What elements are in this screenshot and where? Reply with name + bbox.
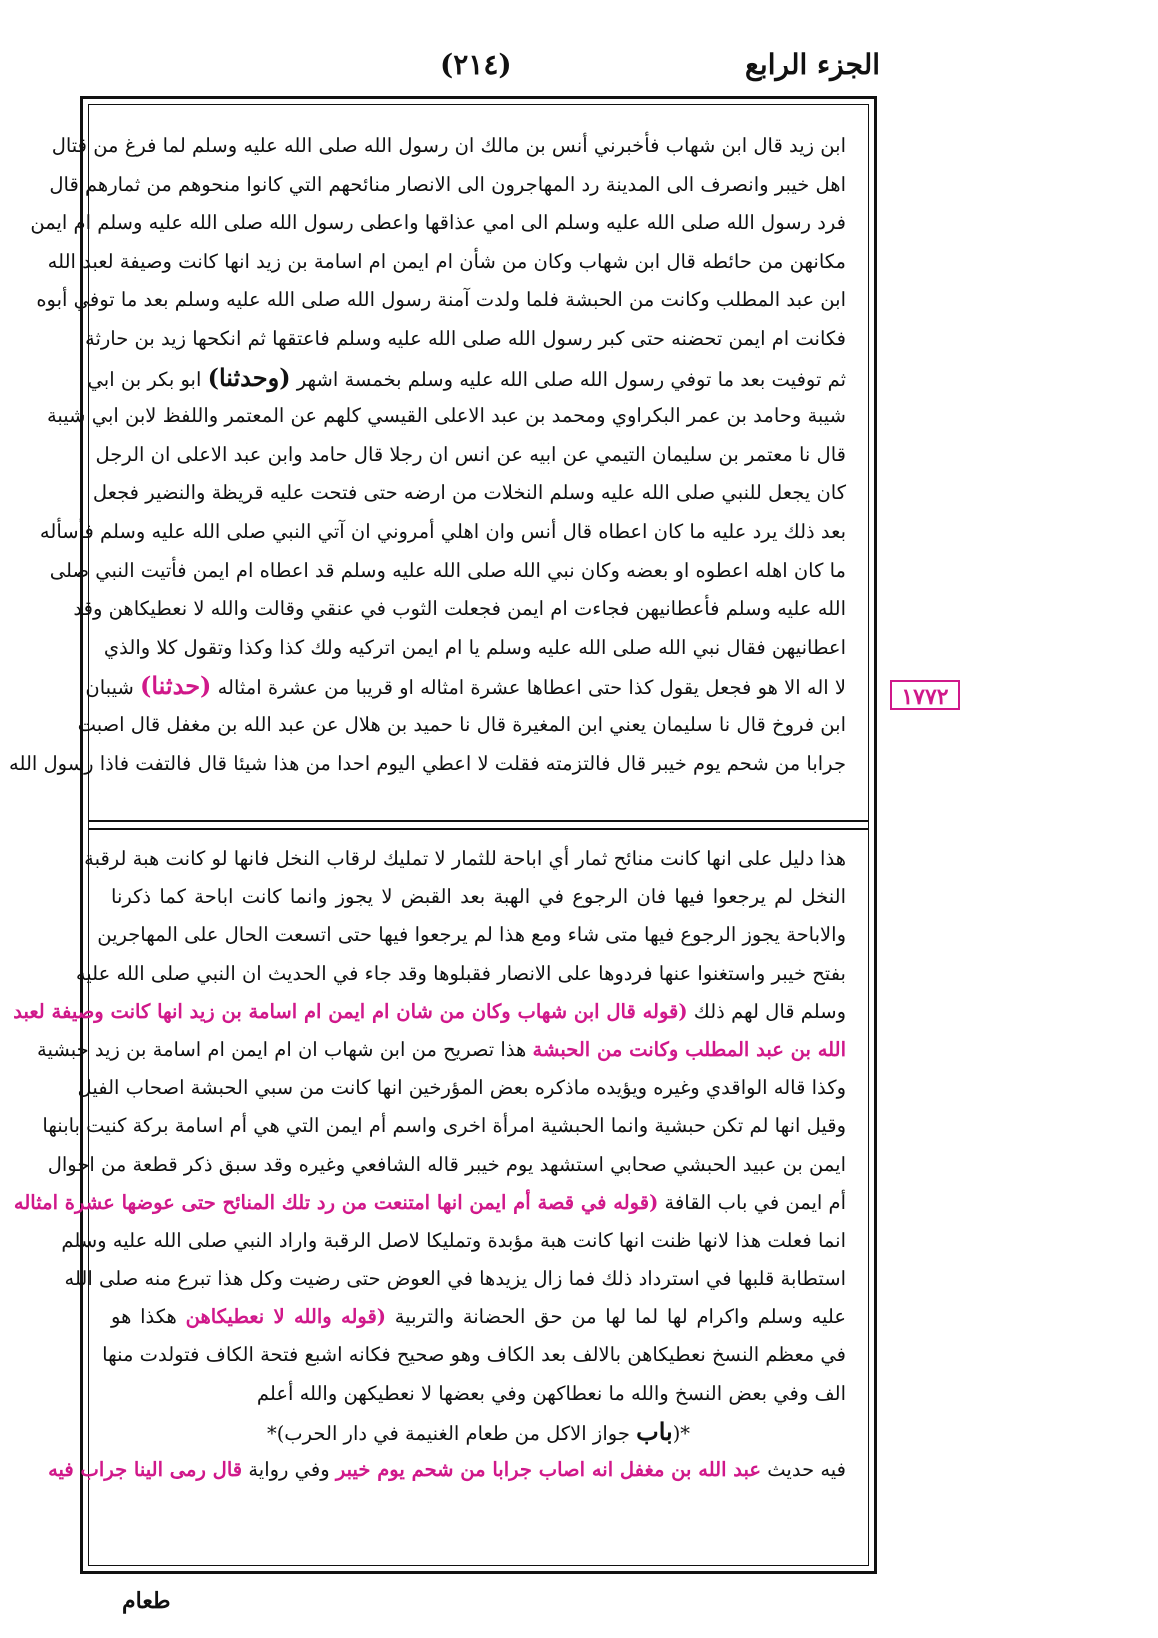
line-text: وقيل انها لم تكن حبشية وانما الحبشية امرأة اخرى واسم أم ايمن التي هي أم اسامة بركة كنيت بابنها [42, 1114, 846, 1138]
line-text: ايمن بن عبيد الحبشي صحابي استشهد يوم خيبر قاله الشافعي وغيره وقد سبق ذكر قطعة من احوال [47, 1152, 846, 1176]
hadith-line [77, 706, 846, 745]
commentary-line [111, 1413, 846, 1451]
line-text: انما فعلت هذا لانها ظنت انها كانت هبة مؤبدة وتمليكا لاصل الرقبة واراد النبي صلى الله عليه وسلم [61, 1228, 846, 1252]
line-text: ما كان اهله اعطوه او بعضه وكان نبي الله صلى الله عليه وسلم قد اعطاه ام ايمن فأتيت النبي صلى [49, 558, 846, 582]
line-text: ابو بكر بن ابي [87, 367, 208, 391]
line-text: هذا تصريح من ابن شهاب ان ام ايمن ام اسامة بن زيد حبشية [37, 1037, 533, 1061]
line-text: ابن زيد قال ابن شهاب فأخبرني أنس بن مالك ان رسول الله صلى الله عليه وسلم لما فرغ من قتال [51, 134, 846, 157]
line-text: فكانت ام ايمن تحضنه حتى كبر رسول الله صلى الله عليه وسلم فاعتقها ثم انكحها زيد بن حارثة [85, 326, 846, 350]
commentary-line [97, 916, 846, 954]
highlighted-text: عبد الله بن مغفل انه اصاب جرابا من شحم يوم خيبر [335, 1458, 762, 1481]
line-text: وسلم قال لهم ذلك [687, 999, 846, 1023]
commentary-line [64, 1260, 846, 1298]
hadith-line [9, 745, 846, 784]
line-text: ابن عبد المطلب وكانت من الحبشة فلما ولدت آمنة رسول الله صلى الله عليه وسلم بعد ما توفي أبوه [36, 288, 846, 312]
hadith-line [36, 281, 846, 320]
line-text: شيبان [85, 676, 140, 700]
highlighted-text: (قوله قال ابن شهاب وكان من شان ام ايمن ام اسامة بن زيد انها كانت وصيفة لعبد [13, 999, 688, 1023]
hadith-number-badge: ١٧٧٢ [890, 680, 960, 710]
line-text: في معظم النسخ نعطيكاهن بالالف بعد الكاف وهو صحيح فكانه اشبع فتحة الكاف فتولدت منها [102, 1343, 846, 1367]
line-text: ثم توفيت بعد ما توفي رسول الله صلى الله عليه وسلم بخمسة اشهر [290, 367, 846, 391]
section-divider [89, 820, 868, 830]
commentary-line [47, 1146, 846, 1184]
commentary-line [77, 1069, 846, 1107]
commentary-line [75, 955, 846, 993]
hadith-line [85, 320, 846, 359]
hadith-text-block [9, 127, 846, 783]
line-text: فرد رسول الله صلى الله عليه وسلم الى امي عذاقها واعطى رسول الله صلى الله عليه وسلم ام ايمن [30, 211, 846, 235]
highlighted-text: قال رمى الينا جراب فيه [48, 1458, 243, 1481]
commentary-text-block [13, 840, 846, 1489]
line-text: الف وفي بعض النسخ والله ما نعطاكهن وفي بعضها لا نعطيكهن والله أعلم [256, 1381, 846, 1405]
line-text: اهل خيبر وانصرف الى المدينة رد المهاجرون الى الانصار منائحهم التي كانوا منحوهم من ثمارهم قال [49, 172, 846, 196]
highlighted-text: (حدثنا) [140, 671, 212, 701]
line-text: والاباحة يجوز الرجوع فيها متى شاء ومع هذا لم يرجعوا فيها حتى اتسعت الحال على المهاجرين [97, 923, 846, 947]
line-text: أم ايمن في باب القافة [658, 1190, 846, 1214]
commentary-line [111, 1298, 846, 1336]
juz-title: الجزء الرابع [745, 48, 880, 81]
commentary-line [61, 1222, 846, 1260]
hadith-line [39, 513, 846, 552]
highlighted-text: (وحدثنا) [207, 362, 291, 392]
catchword: طعام [122, 1588, 171, 1614]
line-text: هكذا هو [111, 1305, 186, 1329]
line-text: مكانهن من حائطه قال ابن شهاب وكان من شأن ام ايمن ام اسامة بن زيد انها كانت وصيفة لعبد الله [47, 249, 846, 273]
commentary-line [84, 840, 846, 878]
line-text: شيبة وحامد بن عمر البكراوي ومحمد بن عبد الاعلى القيسي كلهم عن المعتمر واللفظ لابن ابي شيبة [46, 404, 846, 428]
hadith-line [49, 166, 846, 205]
hadith-line [85, 667, 846, 706]
commentary-line [48, 1451, 846, 1489]
commentary-line [102, 1336, 846, 1374]
page-header [80, 48, 880, 92]
line-text: وفي رواية [242, 1458, 336, 1481]
line-text: بعد ذلك يرد عليه ما كان اعطاه قال أنس وان اهلي أمروني ان آتي النبي صلى الله عليه وسلم فأسأله [39, 519, 846, 543]
hadith-line [95, 436, 846, 475]
page-frame-inner [9, 104, 869, 1566]
line-text: *( [672, 1421, 691, 1445]
line-text: ابن فروخ قال نا سليمان يعني ابن المغيرة قال نا حميد بن هلال عن عبد الله بن مغفل قال اصبت [77, 712, 846, 736]
line-text: جرابا من شحم يوم خيبر قال فالتزمته فقلت لا اعطي اليوم احدا من هذا شيئا قال فالتفت فاذا رسول الله [9, 751, 846, 775]
line-text: النخل لم يرجعوا فيها فان الرجوع في الهبة بعد القبض لا يجوز وانما كانت اباحة كما ذكرنا [111, 885, 846, 909]
commentary-line [111, 878, 846, 916]
page-number: (٢١٤) [440, 48, 512, 81]
commentary-line [42, 1107, 846, 1145]
line-text: قال نا معتمر بن سليمان التيمي عن ابيه عن انس ان رجلا قال حامد وابن عبد الاعلى ان الرجل [95, 442, 846, 466]
commentary-line [37, 1031, 846, 1069]
line-text: استطابة قلبها في استرداد ذلك فما زال يزيدها في العوض حتى رضيت وكل هذا تبرع منه صلى الله [64, 1267, 846, 1291]
line-text: عليه وسلم واكرام لها لما لها من حق الحضانة والتربية [386, 1305, 846, 1329]
line-text: وكذا قاله الواقدي وغيره ويؤيده ماذكره بعض المؤرخين انها كانت من سبي الحبشة اصحاب الفيل [77, 1076, 846, 1100]
hadith-line [30, 204, 846, 243]
highlighted-text: (قوله في قصة أم ايمن انها امتنعت من رد تلك المنائح حتى عوضها عشرة امثاله [13, 1190, 659, 1214]
highlighted-text: الله بن عبد المطلب وكانت من الحبشة [532, 1037, 846, 1061]
hadith-line [87, 359, 846, 398]
hadith-line [46, 397, 846, 436]
line-text: هذا دليل على انها كانت منائح ثمار أي اباحة للثمار لا تمليك لرقاب النخل فانها لو كانت هبة لرقبة [84, 847, 846, 870]
hadith-line [49, 552, 846, 591]
hadith-line [103, 629, 846, 668]
line-text: فيه حديث [761, 1458, 846, 1481]
line-text: الله عليه وسلم فأعطانيهن فجاءت ام ايمن فجعلت الثوب في عنقي وقالت والله لا نعطيكاهن وقد [73, 597, 846, 621]
hadith-line [92, 474, 846, 513]
line-text: بفتح خيبر واستغنوا عنها فردوها على الانصار فقبلوها وقد جاء في الحديث ان النبي صلى الله عليه [75, 961, 846, 985]
commentary-line [13, 1184, 846, 1222]
highlighted-text: (قوله والله لا نعطيكاهن [185, 1305, 387, 1329]
page-frame [9, 96, 877, 1574]
hadith-line [51, 127, 846, 166]
line-text: كان يجعل للنبي صلى الله عليه وسلم النخلات من ارضه حتى فتحت عليه قريظة والنضير فجعل [92, 481, 846, 505]
line-text: اعطانيهن فقال نبي الله صلى الله عليه وسلم يا ام ايمن اتركيه ولك كذا وكذا وتقول كلا والذي [103, 635, 846, 659]
line-text: جواز الاكل من طعام الغنيمة في دار الحرب)* [266, 1421, 637, 1445]
commentary-line [111, 1375, 846, 1413]
hadith-line [73, 590, 846, 629]
hadith-line [47, 243, 846, 282]
highlighted-text: باب [636, 1416, 673, 1446]
commentary-line [13, 993, 846, 1031]
line-text: لا اله الا هو فجعل يقول كذا حتى اعطاها عشرة امثاله او قريبا من عشرة امثاله [211, 676, 846, 700]
